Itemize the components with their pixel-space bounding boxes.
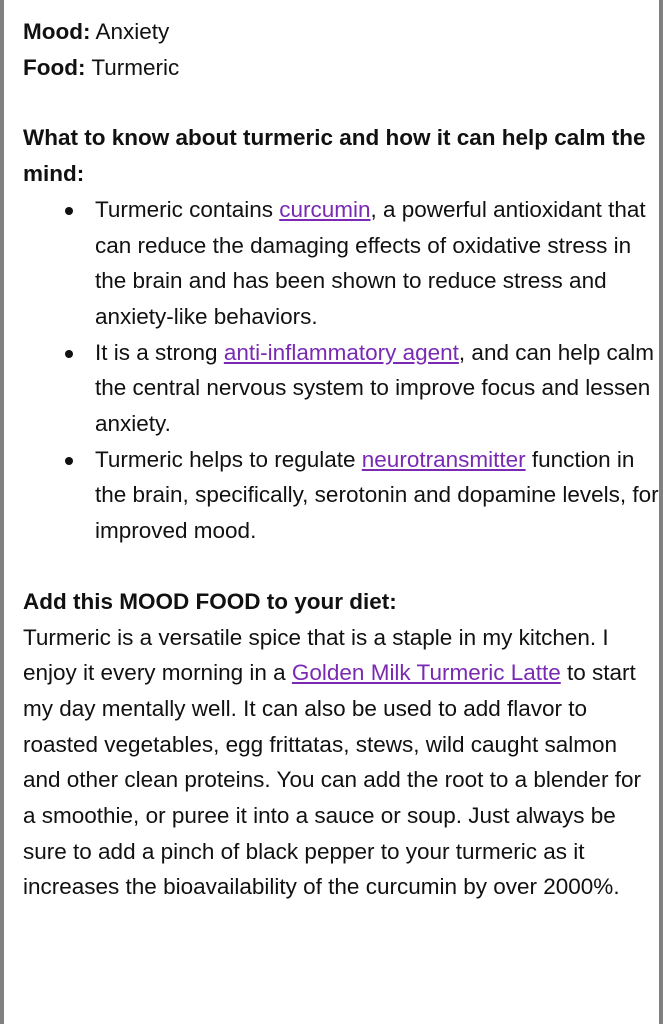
spacer (23, 549, 659, 584)
mood-label: Mood: (23, 19, 91, 44)
list-item (95, 442, 659, 549)
list-item (95, 192, 659, 335)
golden-milk-latte-link[interactable]: Golden Milk Turmeric Latte (291, 660, 561, 686)
section-heading-diet (23, 584, 659, 620)
section-heading-benefits (23, 120, 659, 191)
benefits-list (23, 192, 659, 549)
diet-paragraph (23, 620, 659, 906)
anti-inflammatory-agent-link[interactable]: anti-inflammatory agent (223, 339, 459, 365)
bullet-text: It is a strong (95, 339, 224, 365)
bullet-text: , and can help calm the central nervous system to improve focus and lessen anxiety. (95, 339, 655, 437)
article-page (4, 0, 659, 1024)
food-value: Turmeric (91, 54, 180, 80)
mood-line (23, 14, 659, 50)
curcumin-link[interactable]: curcumin (279, 196, 371, 222)
section-heading-benefits-text: What to know about turmeric and how it can help calm the mind: (23, 125, 646, 187)
diet-text: to start my day mentally well. It can also be used to add flavor to roasted vegetables, egg frittatas, stews, wild caught salmon and other clean proteins. You can add the root to a blender for a smoothie, or puree it into a sauce or soup. Just always be sure to add a pinch of black pepper to your turmeric as it increases the bioavailability of the curcumin by over 2000%. (23, 660, 641, 900)
bullet-text: function in the brain, specifically, serotonin and dopamine levels, for improved mood. (95, 446, 659, 544)
list-item (95, 335, 659, 442)
spacer (23, 85, 659, 120)
diet-text: Turmeric is a versatile spice that is a staple in my kitchen. I enjoy it every morning in a (23, 624, 609, 686)
mood-value: Anxiety (95, 19, 170, 44)
section-heading-diet-text: Add this MOOD FOOD to your diet: (23, 588, 397, 614)
food-line (23, 50, 659, 86)
food-label: Food: (23, 54, 86, 80)
bullet-text: Turmeric helps to regulate (95, 446, 362, 472)
bullet-text: , a powerful antioxidant that can reduce the damaging effects of oxidative stress in the brain and has been shown to reduce stress and anxiety-like behaviors. (95, 196, 646, 329)
bullet-text: Turmeric contains (95, 196, 280, 222)
neurotransmitter-link[interactable]: neurotransmitter (361, 446, 526, 472)
